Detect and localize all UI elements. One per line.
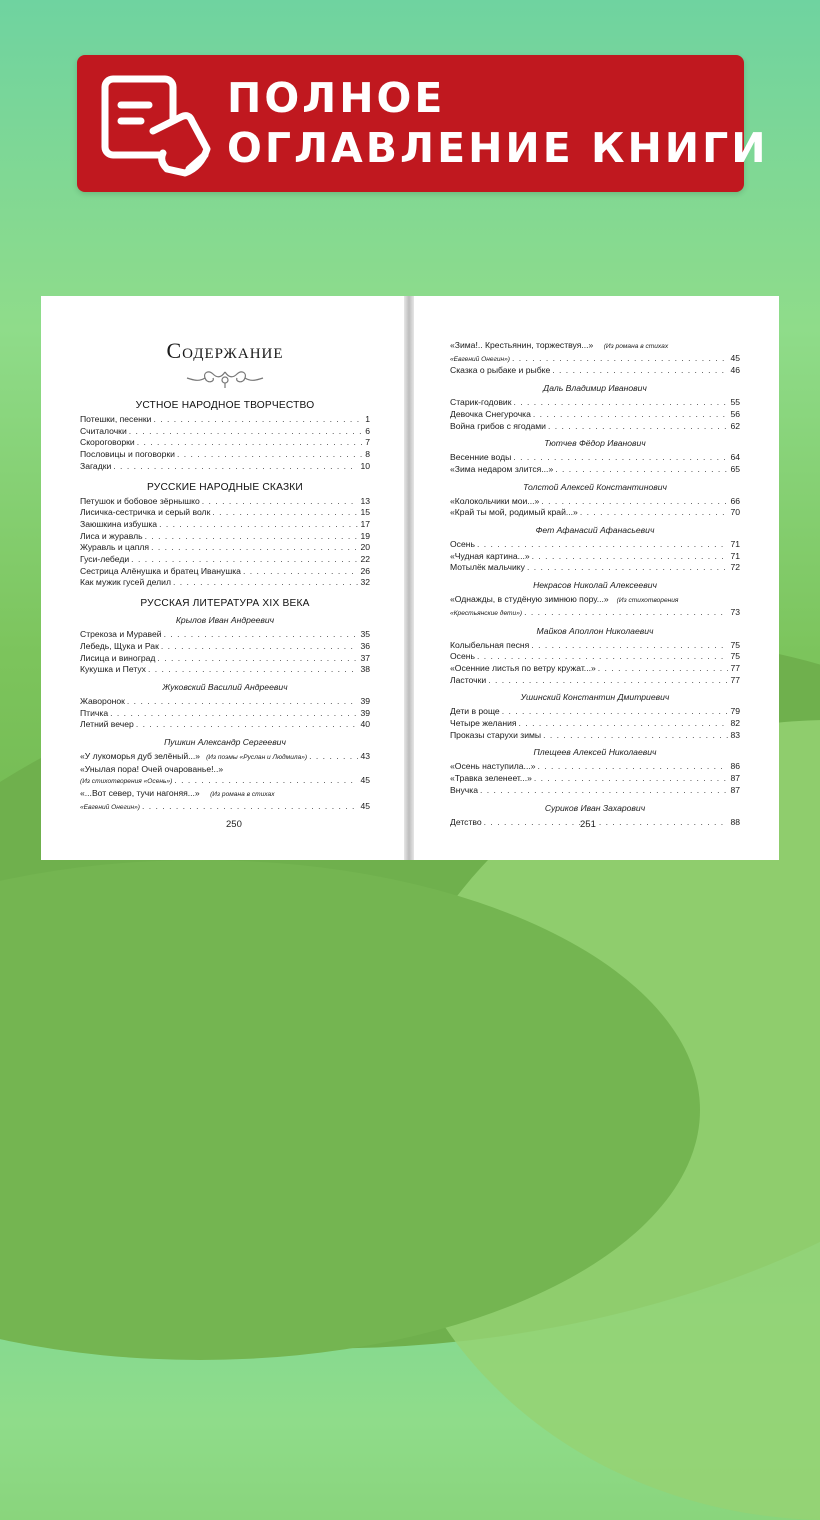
- entry-page: 82: [730, 718, 740, 729]
- author-entries: [80, 629, 404, 676]
- toc-entry-cont[interactable]: [80, 775, 370, 788]
- leader-dots: [159, 519, 358, 531]
- entry-title: Загадки: [80, 460, 112, 471]
- entry-source: (Из поэмы «Руслан и Людмила»): [206, 754, 308, 762]
- book-spread: [41, 296, 779, 860]
- page-number: 251: [580, 819, 596, 830]
- toc-entry[interactable]: [450, 365, 740, 377]
- author-heading: Даль Владимир Иванович: [543, 383, 647, 394]
- toc-entry[interactable]: [450, 730, 740, 742]
- entry-title: Внучка: [450, 784, 478, 795]
- entry-page: 71: [730, 550, 740, 561]
- leader-dots: [541, 496, 728, 508]
- toc-entry[interactable]: [80, 554, 370, 566]
- entry-title: Дети в роще: [450, 706, 500, 717]
- toc-entry[interactable]: [450, 651, 740, 663]
- leader-dots: [145, 531, 359, 543]
- toc-entry[interactable]: [80, 496, 370, 508]
- toc-entry[interactable]: [80, 696, 370, 708]
- entry-page: 19: [360, 530, 370, 541]
- entry-page: 26: [360, 565, 370, 576]
- author-heading: Майков Аполлон Николаевич: [536, 625, 654, 636]
- entry-page: 15: [360, 507, 370, 518]
- entry-title: Война грибов с ягодами: [450, 420, 546, 431]
- page-number: 250: [226, 819, 242, 830]
- entry-title: Стрекоза и Муравей: [80, 629, 162, 640]
- entry-page: 45: [730, 352, 740, 363]
- banner-title-line2: ОГЛАВЛЕНИЕ КНИГИ: [227, 124, 769, 172]
- entry-title: «Колокольчики мои...»: [450, 495, 540, 506]
- entry-source: «Крестьянские дети»): [450, 609, 523, 617]
- entry-page: 70: [730, 507, 740, 518]
- entry-title: Весенние воды: [450, 452, 512, 463]
- entry-page: 46: [730, 365, 740, 376]
- entry-page: 64: [730, 452, 740, 463]
- leader-dots: [555, 464, 728, 476]
- entry-title: Лисичка-сестричка и серый волк: [80, 507, 211, 518]
- toc-entry[interactable]: [450, 464, 740, 476]
- leader-dots: [484, 817, 729, 829]
- entry-title: Сказка о рыбаке и рыбке: [450, 365, 551, 376]
- leader-dots: [177, 449, 363, 461]
- leader-dots: [519, 718, 729, 730]
- entry-page: 45: [360, 800, 370, 811]
- leader-dots: [532, 551, 729, 563]
- toc-entry[interactable]: [80, 461, 370, 473]
- toc-entry[interactable]: [80, 653, 370, 665]
- leader-dots: [173, 577, 358, 589]
- leader-dots: [513, 397, 728, 409]
- toc-entry-cont[interactable]: [450, 353, 740, 366]
- entry-title: Как мужик гусей делил: [80, 577, 171, 588]
- toc-entry[interactable]: [80, 577, 370, 589]
- toc-entry-cont[interactable]: [80, 801, 370, 814]
- entry-page: 39: [360, 695, 370, 706]
- toc-entry[interactable]: [450, 663, 740, 675]
- entry-page: 17: [360, 518, 370, 529]
- toc-entry[interactable]: [450, 421, 740, 433]
- entry-source: (Из романа в стихах: [210, 791, 275, 799]
- leader-dots: [161, 641, 359, 653]
- leader-dots: [110, 708, 358, 720]
- right-authors: [450, 383, 779, 828]
- leader-dots: [512, 353, 728, 365]
- entry-title: Журавль и цапля: [80, 542, 150, 553]
- entry-title: Четыре желания: [450, 718, 517, 729]
- banner-title-line1: ПОЛНОЕ: [227, 74, 446, 122]
- leader-dots: [513, 452, 728, 464]
- entry-page: 35: [360, 629, 370, 640]
- entry-title: «Травка зеленеет...»: [450, 773, 532, 784]
- leader-dots: [202, 496, 359, 508]
- entry-page: 62: [730, 420, 740, 431]
- toc-entry[interactable]: [80, 641, 370, 653]
- toc-entry[interactable]: [450, 409, 740, 421]
- entry-title: Скороговорки: [80, 437, 135, 448]
- leader-dots: [534, 773, 729, 785]
- toc-entry[interactable]: [80, 751, 370, 764]
- entry-page: 7: [365, 437, 370, 448]
- left-page: [41, 296, 404, 860]
- hand-document-icon: [97, 69, 217, 179]
- toc-entry[interactable]: [80, 414, 370, 426]
- leader-dots: [533, 409, 729, 421]
- entry-page: 22: [360, 554, 370, 565]
- entry-page: 77: [730, 662, 740, 673]
- entry-page: 43: [360, 751, 370, 762]
- entry-title: Кукушка и Петух: [80, 664, 146, 675]
- entry-source: «Евгений Онегин»): [80, 803, 140, 811]
- entry-source: (Из стихотворения: [616, 597, 679, 605]
- leader-dots: [174, 775, 358, 787]
- leader-dots: [131, 554, 358, 566]
- entry-title: Колыбельная песня: [450, 639, 530, 650]
- leader-dots: [212, 507, 358, 519]
- leader-dots: [580, 507, 729, 519]
- entry-title: «Чудная картина...»: [450, 550, 530, 561]
- toc-entry[interactable]: [450, 507, 740, 519]
- entry-page: 86: [730, 761, 740, 772]
- entry-page: 75: [730, 651, 740, 662]
- promo-banner: [77, 55, 769, 192]
- entry-title: «Осень наступила...»: [450, 761, 536, 772]
- banner-title: [227, 73, 769, 173]
- entry-page: 13: [360, 495, 370, 506]
- entry-title: «Край ты мой, родимый край...»: [450, 507, 578, 518]
- entry-title: Детство: [450, 816, 482, 827]
- entry-page: 87: [730, 773, 740, 784]
- leader-dots: [153, 414, 363, 426]
- toc-entry[interactable]: [80, 664, 370, 676]
- toc-entry[interactable]: [450, 718, 740, 730]
- author-heading: Некрасов Николай Алексеевич: [533, 580, 657, 591]
- entry-title: Птичка: [80, 707, 109, 718]
- entry-page: 40: [360, 719, 370, 730]
- leader-dots: [552, 365, 728, 377]
- leader-dots: [151, 542, 358, 554]
- entry-page: 75: [730, 639, 740, 650]
- toc-entry[interactable]: [80, 719, 370, 731]
- entry-page: 73: [730, 606, 740, 617]
- leader-dots: [136, 719, 359, 731]
- entry-page: 72: [730, 562, 740, 573]
- toc-entry[interactable]: [450, 761, 740, 773]
- section-tales: [80, 496, 404, 590]
- entry-page: 71: [730, 539, 740, 550]
- toc-entry[interactable]: [450, 452, 740, 464]
- entry-title: «Осенние листья по ветру кружат...»: [450, 662, 596, 673]
- section-folk: [80, 414, 404, 473]
- leader-dots: [137, 437, 364, 449]
- entry-page: 66: [730, 495, 740, 506]
- entry-page: 65: [730, 463, 740, 474]
- section-heading: УСТНОЕ НАРОДНОЕ ТВОРЧЕСТВО: [135, 400, 315, 411]
- leader-dots: [477, 651, 728, 663]
- entry-source: (Из романа в стихах: [603, 343, 669, 350]
- toc-entry[interactable]: [80, 531, 370, 543]
- leader-dots: [524, 607, 728, 619]
- entry-title: Жаворонок: [80, 695, 125, 706]
- toc-entry[interactable]: [450, 496, 740, 508]
- toc-entry[interactable]: [80, 542, 370, 554]
- right-page: [414, 296, 779, 860]
- entry-page: 6: [365, 425, 370, 436]
- entry-title: Лисица и виноград: [80, 652, 156, 663]
- toc-entry[interactable]: [450, 640, 740, 652]
- toc-entry[interactable]: [450, 594, 740, 607]
- author-entries: [80, 696, 404, 731]
- section-heading: РУССКАЯ ЛИТЕРАТУРА XIX ВЕКА: [140, 598, 310, 610]
- toc-entry[interactable]: [80, 764, 370, 776]
- entry-title: Осень: [450, 539, 475, 550]
- leader-dots: [113, 461, 358, 473]
- toc-entry[interactable]: [450, 397, 740, 409]
- toc-entry[interactable]: [450, 539, 740, 551]
- leader-dots: [142, 801, 358, 813]
- entry-title: «...Вот север, тучи нагоняя...»: [80, 788, 200, 799]
- page-title: Содержание: [166, 338, 284, 363]
- entry-page: 45: [360, 775, 370, 786]
- leader-dots: [477, 539, 728, 551]
- leader-dots: [531, 640, 728, 652]
- entry-page: 38: [360, 664, 370, 675]
- leader-dots: [598, 663, 729, 675]
- book-gutter: [404, 296, 414, 860]
- toc-entry[interactable]: [80, 708, 370, 720]
- toc-entry[interactable]: [450, 773, 740, 785]
- entry-title: Считалочки: [80, 425, 127, 436]
- entry-title: Сестрица Алёнушка и братец Иванушка: [80, 565, 241, 576]
- leader-dots: [527, 562, 729, 574]
- leader-dots: [488, 675, 728, 687]
- entry-title: Летний вечер: [80, 719, 134, 730]
- toc-entry[interactable]: [80, 788, 370, 801]
- entry-title: Девочка Снегурочка: [450, 408, 531, 419]
- entry-source: (Из стихотворения «Осень»): [80, 778, 173, 786]
- entry-title: «У лукоморья дуб зелёный...»: [80, 751, 201, 762]
- author-heading: Суриков Иван Захарович: [544, 802, 646, 813]
- entry-title: Мотылёк мальчику: [450, 562, 525, 573]
- leader-dots: [127, 696, 359, 708]
- entry-title: Проказы старухи зимы: [450, 729, 542, 740]
- entry-page: 83: [730, 729, 740, 740]
- entry-title: Лебедь, Щука и Рак: [80, 640, 159, 651]
- entry-title: «Зима!.. Крестьянин, торжествуя...»: [450, 340, 594, 350]
- entry-title: Петушок и бобовое зёрнышко: [80, 495, 200, 506]
- entry-title: Пословицы и поговорки: [80, 449, 175, 460]
- author-heading: Толстой Алексей Константинович: [523, 481, 667, 492]
- author-heading: Крылов Иван Андреевич: [175, 615, 275, 626]
- entry-page: 36: [360, 640, 370, 651]
- toc-entry[interactable]: [80, 629, 370, 641]
- leader-dots: [148, 664, 358, 676]
- toc-entry[interactable]: [450, 675, 740, 687]
- entry-page: 55: [730, 397, 740, 408]
- entry-page: 1: [365, 414, 370, 424]
- leader-dots: [157, 653, 358, 665]
- toc-entry[interactable]: [450, 340, 740, 353]
- leader-dots: [309, 751, 358, 763]
- toc-entry[interactable]: [450, 785, 740, 797]
- toc-entry[interactable]: [80, 449, 370, 461]
- author-heading: Тютчев Фёдор Иванович: [544, 438, 646, 449]
- entry-page: 8: [365, 449, 370, 460]
- entry-page: 20: [360, 542, 370, 553]
- author-heading: Пушкин Александр Сергеевич: [164, 737, 286, 748]
- toc-entry[interactable]: [450, 706, 740, 718]
- entry-page: 10: [360, 460, 370, 471]
- entry-title: Осень: [450, 651, 475, 662]
- leader-dots: [548, 421, 728, 433]
- leader-dots: [243, 566, 358, 578]
- entry-source: «Евгений Онегин»): [450, 355, 510, 363]
- toc-entry[interactable]: [80, 566, 370, 578]
- toc-entry[interactable]: [80, 507, 370, 519]
- toc-entry[interactable]: [80, 426, 370, 438]
- toc-entry[interactable]: [80, 519, 370, 531]
- entry-page: 77: [730, 674, 740, 685]
- leader-dots: [538, 761, 729, 773]
- leader-dots: [502, 706, 729, 718]
- entry-page: 88: [730, 816, 740, 827]
- leader-dots: [543, 730, 728, 742]
- toc-entry[interactable]: [80, 437, 370, 449]
- author-heading: Фет Афанасий Афанасьевич: [535, 525, 655, 536]
- author-heading: Плещеев Алексей Николаевич: [533, 747, 657, 758]
- entry-title: Заюшкина избушка: [80, 518, 158, 529]
- entry-page: 56: [730, 408, 740, 419]
- entry-title: «Зима недаром злится...»: [450, 463, 554, 474]
- author-heading: Жуковский Василий Андреевич: [162, 681, 288, 692]
- author-heading: Ушинский Константин Дмитриевич: [520, 692, 670, 703]
- toc-entry-cont[interactable]: [450, 607, 740, 620]
- entry-title: Ласточки: [450, 674, 487, 685]
- toc-entry[interactable]: [450, 562, 740, 574]
- leader-dots: [480, 785, 728, 797]
- entry-title: «Однажды, в студёную зимнюю пору...»: [450, 594, 609, 605]
- entry-page: 79: [730, 706, 740, 717]
- section-heading: РУССКИЕ НАРОДНЫЕ СКАЗКИ: [147, 481, 303, 493]
- leader-dots: [129, 426, 363, 438]
- entry-title: Потешки, песенки: [80, 414, 152, 424]
- entry-title: Гуси-лебеди: [80, 554, 130, 565]
- entry-page: 87: [730, 784, 740, 795]
- leader-dots: [164, 629, 359, 641]
- entry-title: Старик-годовик: [450, 397, 512, 408]
- entry-page: 32: [360, 577, 370, 588]
- entry-page: 37: [360, 652, 370, 663]
- entry-title: «Унылая пора! Очей очарованье!..»: [80, 763, 224, 774]
- entry-title: Лиса и журавль: [80, 530, 143, 541]
- entry-page: 39: [360, 707, 370, 718]
- toc-entry[interactable]: [450, 551, 740, 563]
- ornament-divider: [80, 368, 370, 394]
